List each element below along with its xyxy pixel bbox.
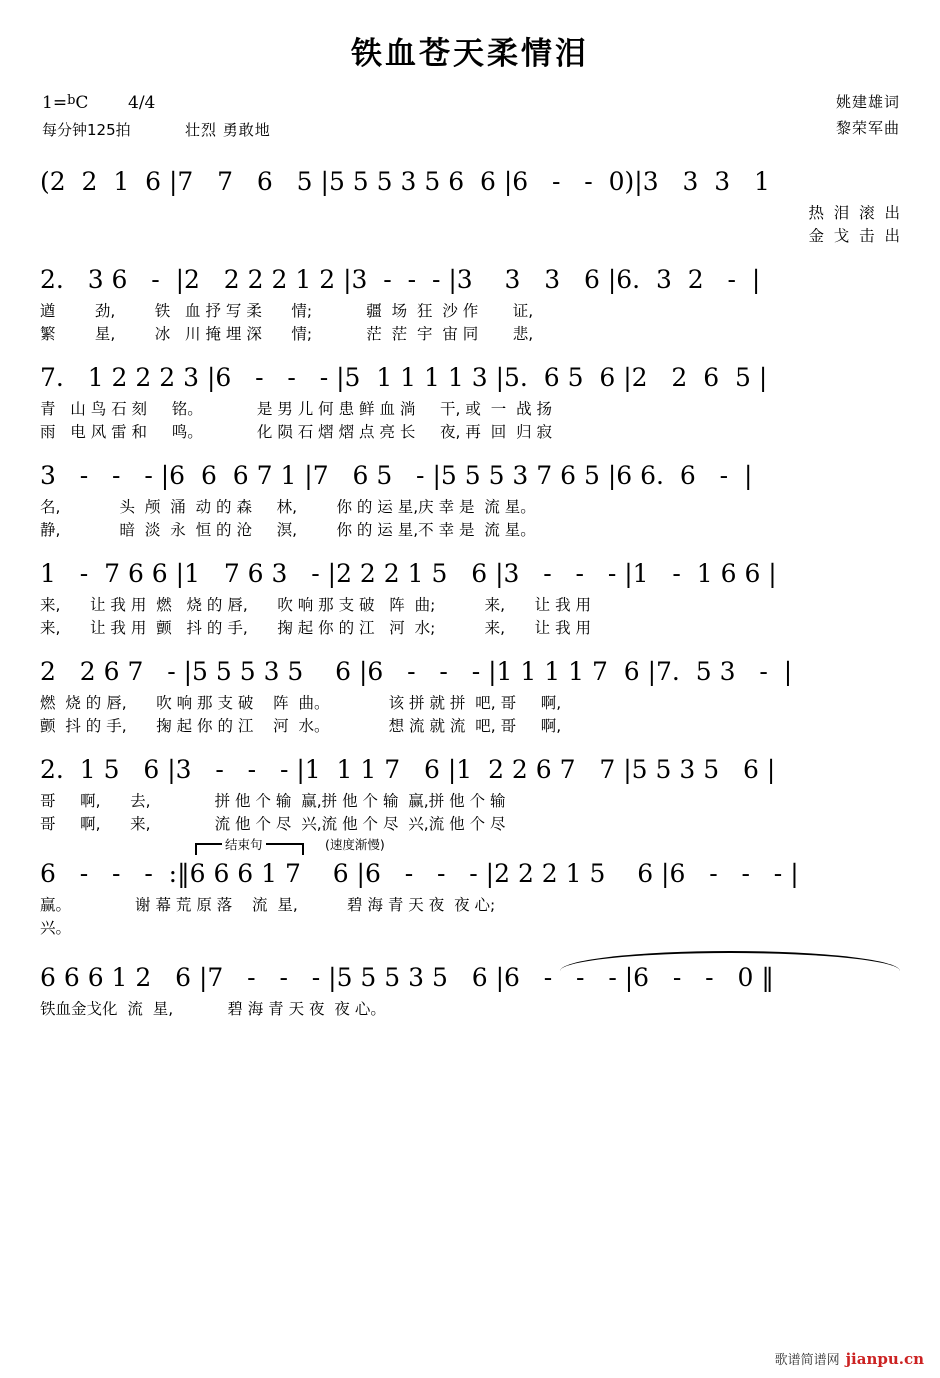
coda-label: 结束句 — [222, 835, 266, 853]
time-signature: 4/4 — [128, 93, 156, 113]
music-system-6 — [40, 655, 900, 737]
lyric-line-1: 青 山 鸟 石 刻 铭。 是 男 儿 何 患 鲜 血 淌 干, 或 一 战 扬 — [40, 400, 553, 418]
notation-line: 6 - - - :‖6 6 6 1 7 6 |6 - - - |2 2 2 1 5 6 |6 - - - | — [40, 859, 799, 888]
lyric-line-1: 热 泪 滚 出 — [808, 204, 900, 222]
watermark-label: 歌谱简谱网 — [774, 1353, 840, 1368]
lyric-line-2: 雨 电 风 雷 和 鸣。 化 陨 石 熠 熠 点 亮 长 夜, 再 回 归 寂 — [40, 423, 553, 441]
lyric-line-2: 兴。 — [40, 919, 72, 937]
notation-line: 2. 1 5 6 |3 - - - |1 1 1 7 6 |1 2 2 6 7 7 |5 5 3 5 6 | — [40, 755, 776, 784]
notation-line: 3 - - - |6 6 6 7 1 |7 6 5 - |5 5 5 3 7 6 5 |6 6. 6 - | — [40, 461, 753, 490]
lyric-line-1: 铁血金戈化 流 星, 碧 海 青 天 夜 夜 心。 — [40, 1000, 386, 1018]
notation-line: (2 2 1 6 |7 7 6 5 |5 5 5 3 5 6 6 |6 - - 0)|3 3 3 1 — [40, 167, 770, 196]
watermark — [775, 1349, 924, 1368]
lyric-line-1: 赢。 谢 幕 荒 原 落 流 星, 碧 海 青 天 夜 夜 心; — [40, 896, 496, 914]
lyric-line-2: 金 戈 击 出 — [808, 227, 900, 245]
lyric-line-2: 静, 暗 淡 永 恒 的 沧 溟, 你 的 运 星,不 幸 是 流 星。 — [40, 521, 536, 539]
lyric-line-1: 名, 头 颅 涌 动 的 森 林, 你 的 运 星,庆 幸 是 流 星。 — [40, 498, 536, 516]
mood-marking: 壮烈 勇敢地 — [185, 121, 271, 139]
lyric-line-1: 来, 让 我 用 燃 烧 的 唇, 吹 响 那 支 破 阵 曲; 来, 让 我 用 — [40, 596, 592, 614]
tempo-marking: 每分钟125拍 — [42, 121, 131, 139]
lyricist-credit: 姚建雄词 — [835, 93, 900, 111]
sheet-music-page — [0, 28, 940, 1378]
lyric-line-1: 哥 啊, 去, 拼 他 个 输 赢,拼 他 个 输 赢,拼 他 个 输 — [40, 792, 506, 810]
lyric-line-2: 来, 让 我 用 颤 抖 的 手, 掬 起 你 的 江 河 水; 来, 让 我 用 — [40, 619, 592, 637]
music-system-9 — [40, 961, 900, 1020]
notation-line: 7. 1 2 2 2 3 |6 - - - |5 1 1 1 1 3 |5. 6 5 6 |2 2 6 5 | — [40, 363, 768, 392]
lyric-line-2: 繁 星, 冰 川 掩 埋 深 情; 茫 茫 宇 宙 同 悲, — [40, 325, 534, 343]
lyric-line-2: 哥 啊, 来, 流 他 个 尽 兴,流 他 个 尽 兴,流 他 个 尽 — [40, 815, 506, 833]
notation-line: 6 6 6 1 2 6 |7 - - - |5 5 5 3 5 6 |6 - - - |6 - - 0 ‖ — [40, 963, 774, 992]
lyric-line-1: 遒 劲, 铁 血 抒 写 柔 情; 疆 场 狂 沙 作 证, — [40, 302, 534, 320]
watermark-site: jianpu.cn — [845, 1349, 924, 1368]
notation-line: 1 - 7 6 6 |1 7 6 3 - |2 2 2 1 5 6 |3 - - - |1 - 1 6 6 | — [40, 559, 777, 588]
coda-bracket — [40, 835, 900, 855]
lyric-line-2: 颤 抖 的 手, 掬 起 你 的 江 河 水。 想 流 就 流 吧, 哥 啊, — [40, 717, 562, 735]
music-system-4 — [40, 459, 900, 541]
music-system-2 — [40, 263, 900, 345]
notation-line: 2. 3 6 - |2 2 2 2 1 2 |3 - - - |3 3 3 6 |6. 3 2 - | — [40, 265, 761, 294]
page-title: 铁血苍天柔情泪 — [351, 36, 589, 72]
music-system-5 — [40, 557, 900, 639]
music-system-7 — [40, 753, 900, 835]
tempo-change-label: (速度渐慢) — [325, 837, 385, 852]
music-system-8 — [40, 857, 900, 939]
key-signature: 1=$^b$C — [42, 93, 89, 113]
composer-credit: 黎荣军曲 — [835, 119, 900, 137]
notation-line: 2 2 6 7 - |5 5 5 3 5 6 |6 - - - |1 1 1 1 7 6 |7. 5 3 - | — [40, 657, 793, 686]
music-system-1 — [40, 165, 900, 247]
lyric-line-1: 燃 烧 的 唇, 吹 响 那 支 破 阵 曲。 该 拼 就 拼 吧, 哥 啊, — [40, 694, 562, 712]
score-header — [0, 87, 940, 149]
music-system-3 — [40, 361, 900, 443]
